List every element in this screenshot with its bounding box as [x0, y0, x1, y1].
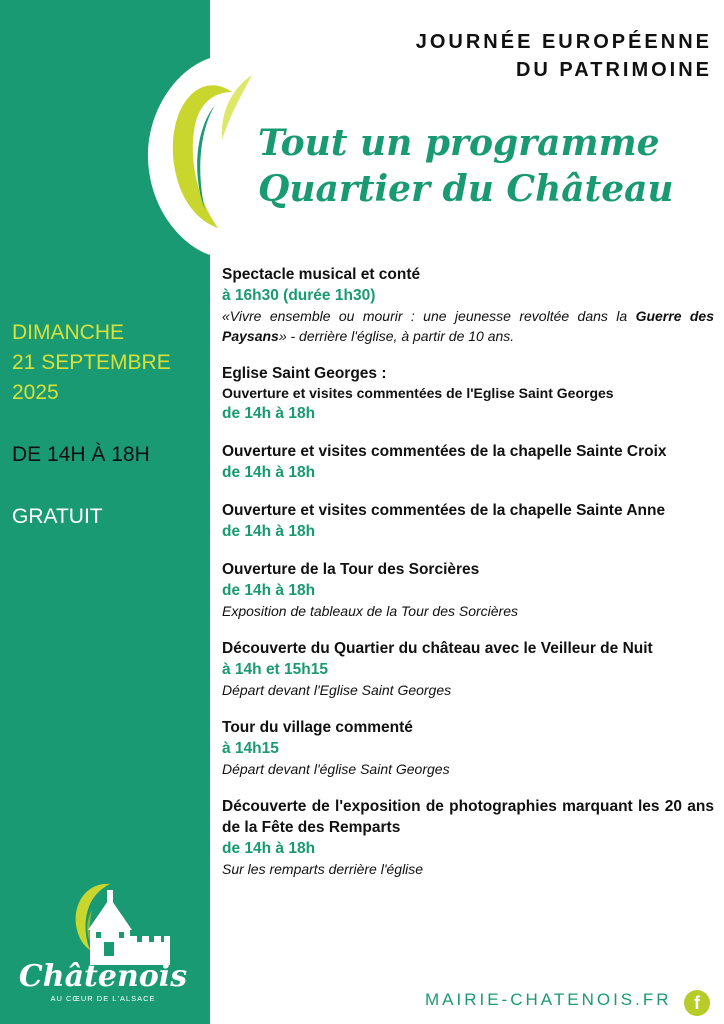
program-item-title: Eglise Saint Georges :	[222, 365, 387, 382]
logo-name: Châtenois	[18, 959, 188, 994]
description-emphasis: Guerre des Paysans	[222, 308, 714, 344]
event-title-line1: JOURNÉE EUROPÉENNE	[415, 31, 712, 53]
program-item	[222, 638, 714, 700]
logo-tagline: AU CŒUR DE L'ALSACE	[50, 994, 156, 1003]
program-item	[222, 363, 714, 424]
program-subtitle-line1: Tout un programme	[258, 122, 660, 164]
event-price: GRATUIT	[12, 505, 103, 528]
program-item-time: de 14h à 18h	[222, 464, 316, 481]
program-item-description: Départ devant l'église Saint Georges	[222, 761, 450, 777]
program-item-title: Ouverture et visites commentées de la chapelle Sainte Croix	[222, 443, 667, 460]
program-item-title: Spectacle musical et conté	[222, 266, 421, 283]
program-item-description: Départ devant l'Eglise Saint Georges	[222, 682, 452, 698]
event-date-line1: DIMANCHE	[12, 321, 125, 344]
program-item	[222, 441, 714, 483]
program-item-time: de 14h à 18h	[222, 523, 316, 540]
program-item-description: Sur les remparts derrière l'église	[222, 861, 424, 877]
program-item	[222, 500, 714, 542]
program-item	[222, 264, 714, 346]
program-item-subtitle: Ouverture et visites commentées de l'Eglise Saint Georges	[222, 385, 614, 401]
event-hours: DE 14H À 18H	[12, 443, 150, 466]
event-date-line3: 2025	[12, 381, 59, 404]
description-text: «Vivre ensemble ou mourir : une jeunesse revoltée dans la	[222, 308, 636, 324]
program-item	[222, 717, 714, 779]
decorative-leaf-icon	[173, 75, 252, 228]
program-item	[222, 796, 714, 879]
program-item-time: à 14h et 15h15	[222, 661, 328, 678]
program-subtitle-line2: Quartier du Château	[258, 168, 674, 210]
facebook-icon[interactable]: f	[684, 990, 710, 1016]
event-date-line2: 21 SEPTEMBRE	[12, 351, 171, 374]
program-item	[222, 559, 714, 621]
program-item-title: Découverte de l'exposition de photographies marquant les 20 ans de la Fête des Remparts	[222, 798, 714, 836]
website-link[interactable]: MAIRIE-CHATENOIS.FR	[425, 990, 672, 1009]
program-item-title: Découverte du Quartier du château avec le Veilleur de Nuit	[222, 640, 653, 657]
program-item-description	[222, 306, 714, 346]
description-text: » - derrière l'église, à partir de 10 ans.	[278, 328, 515, 344]
program-item-title: Ouverture et visites commentées de la chapelle Sainte Anne	[222, 502, 666, 519]
program-item-description: Exposition de tableaux de la Tour des Sorcières	[222, 603, 518, 619]
event-title	[272, 28, 712, 84]
program-list	[222, 264, 714, 896]
event-title-line2: DU PATRIMOINE	[515, 59, 712, 81]
program-item-title: Tour du village commenté	[222, 719, 413, 736]
chatenois-logo	[18, 880, 188, 1010]
event-date	[12, 318, 171, 408]
program-item-time: de 14h à 18h	[222, 582, 316, 599]
program-item-time: à 16h30 (durée 1h30)	[222, 287, 376, 304]
program-item-time: de 14h à 18h	[222, 405, 316, 422]
castle-logo-icon	[18, 880, 188, 965]
program-subtitle	[258, 120, 718, 212]
program-item-title: Ouverture de la Tour des Sorcières	[222, 561, 480, 578]
program-item-time: de 14h à 18h	[222, 840, 316, 857]
program-item-time: à 14h15	[222, 740, 279, 757]
